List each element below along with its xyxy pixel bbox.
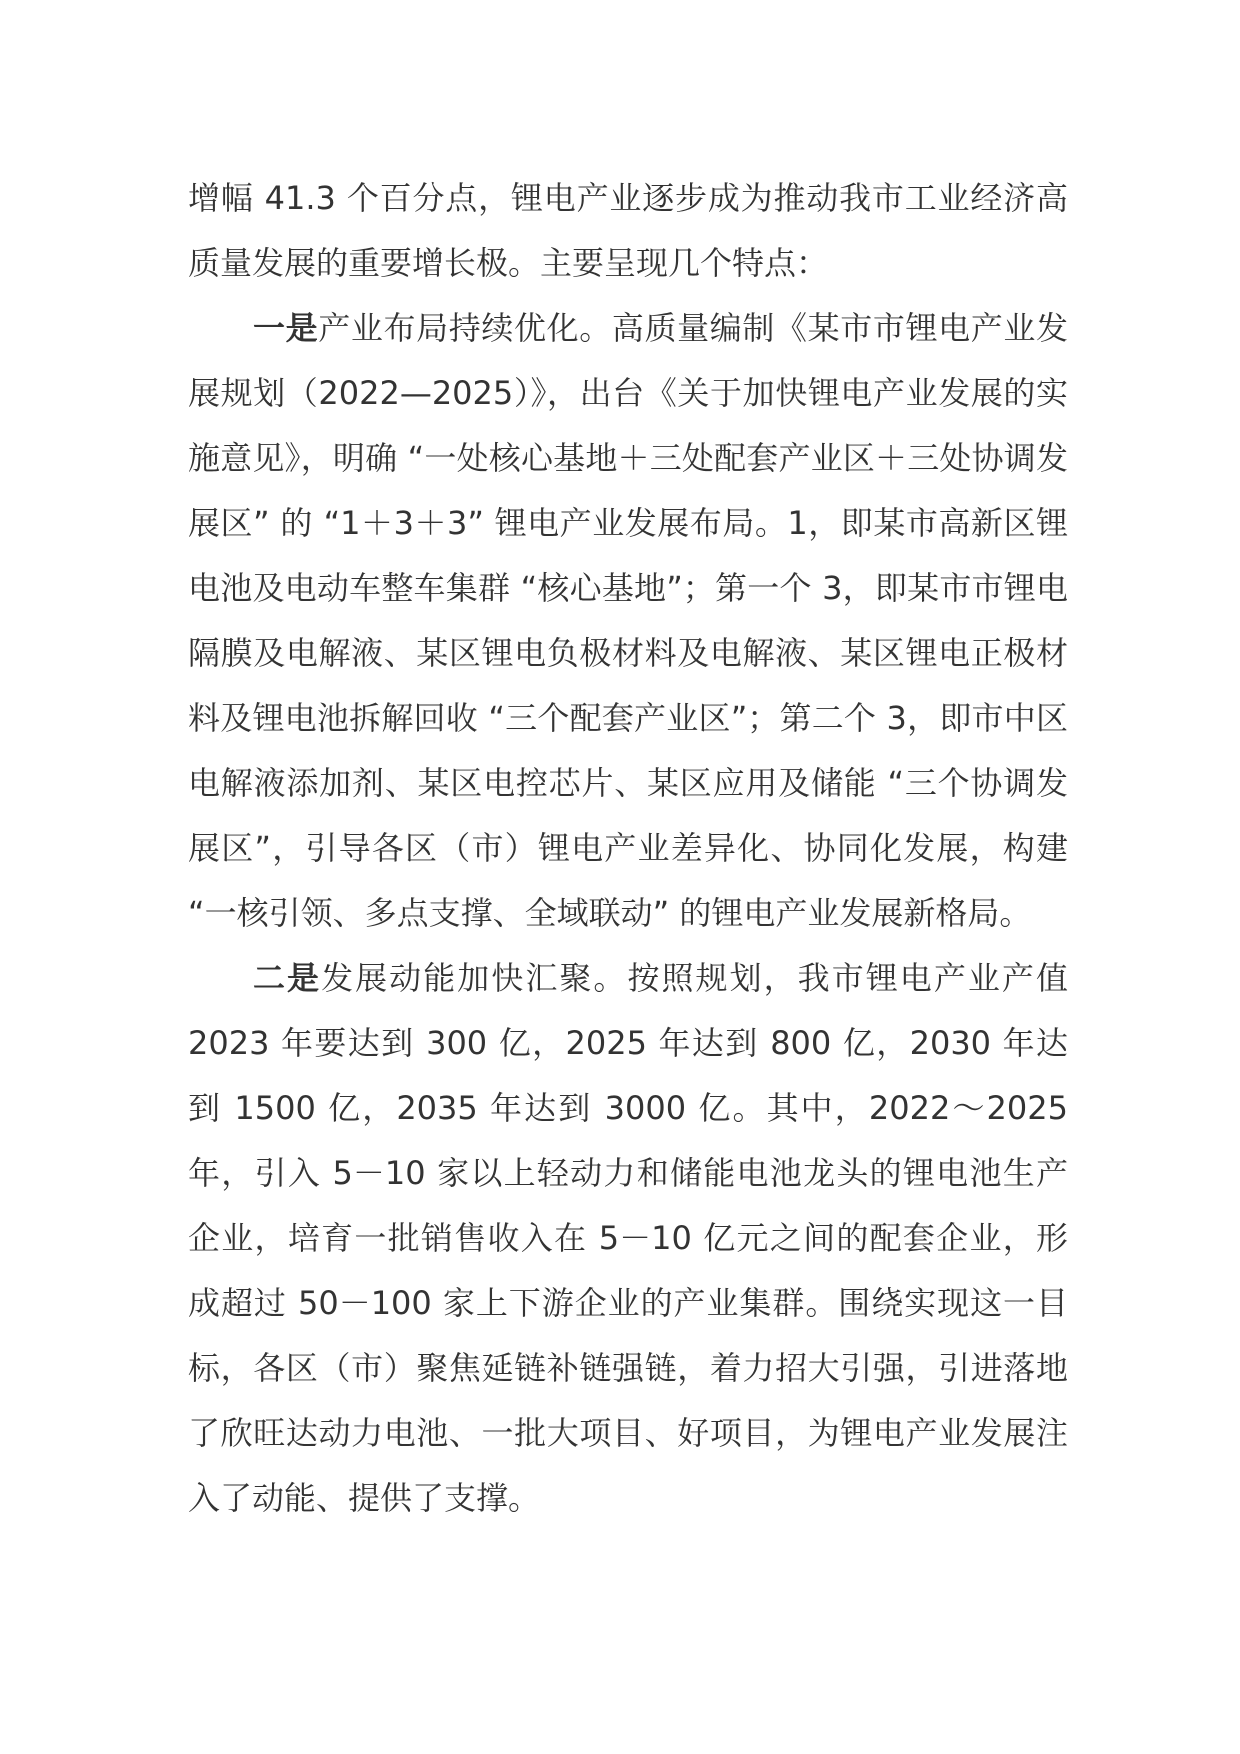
- paragraph-point-one: [188, 296, 1068, 946]
- paragraph-text: 发展动能加快汇聚。按照规划，我市锂电产业产值 2023 年要达到 300 亿，2025 年达到 800 亿，2030 年达到 1500 亿，2035 年达到 3000 亿。其中，2022～2025 年，引入 5－10 家以上轻动力和储能电池龙头的锂电池生产企业，培育一批销售收入在 5－10 亿元之间的配套企业，形成超过 50－100 家上下游企业的产业集群。围绕实现这一目标，各区（市）聚焦延链补链强链，着力招大引强，引进落地了欣旺达动力电池、一批大项目、好项目，为锂电产业发展注入了动能、提供了支撑。: [188, 959, 1068, 1517]
- paragraph-text: 产业布局持续优化。高质量编制《某市市锂电产业发展规划（2022—2025）》，出台《关于加快锂电产业发展的实施意见》，明确 “一处核心基地＋三处配套产业区＋三处协调发展区” 的 “1＋3＋3” 锂电产业发展布局。1，即某市高新区锂电池及电动车整车集群 “核心基地”；第一个 3，即某市市锂电隔膜及电解液、某区锂电负极材料及电解液、某区锂电正极材料及锂电池拆解回收 “三个配套产业区”；第二个 3，即市中区电解液添加剂、某区电控芯片、某区应用及储能 “三个协调发展区”，引导各区（市）锂电产业差异化、协同化发展，构建 “一核引领、多点支撑、全域联动” 的锂电产业发展新格局。: [188, 309, 1068, 932]
- paragraph-lead: 一是: [253, 309, 319, 347]
- paragraph-point-two: [188, 946, 1068, 1531]
- paragraph-intro: [188, 166, 1068, 296]
- paragraph-lead: 二是: [253, 959, 322, 997]
- paragraph-text: 增幅 41.3 个百分点，锂电产业逐步成为推动我市工业经济高质量发展的重要增长极。主要呈现几个特点：: [188, 179, 1068, 282]
- document-body: [188, 166, 1068, 1531]
